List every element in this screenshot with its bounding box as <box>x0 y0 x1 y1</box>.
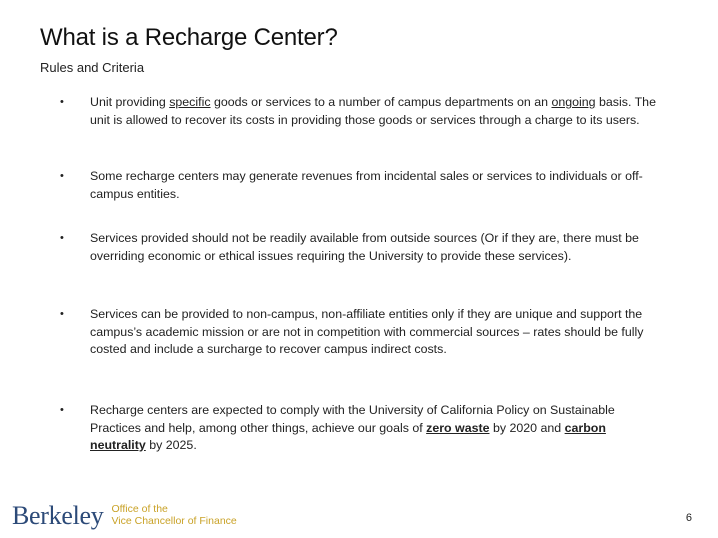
bullet-marker: • <box>60 308 64 320</box>
berkeley-logo <box>12 503 237 529</box>
page-number: 6 <box>685 512 692 524</box>
underlined-word: ongoing <box>551 95 596 109</box>
office-line-1: Office of the <box>111 503 168 515</box>
carbon-neutrality-link[interactable]: carbon neutrality <box>90 420 606 452</box>
office-line-2: Vice Chancellor of Finance <box>111 515 237 527</box>
bullet-item <box>60 230 660 265</box>
bullet-item <box>60 168 660 203</box>
bullet-text: Recharge centers are expected to comply with the University of California Policy on Sustainable Practices and help, among other things, achieve our goals of zero waste by 2020 and carbon neutrality by 2025. <box>90 403 615 452</box>
bullet-marker: • <box>60 170 64 182</box>
bullet-item <box>60 402 660 455</box>
underlined-word: specific <box>169 95 211 109</box>
zero-waste-link[interactable]: zero waste <box>426 420 490 435</box>
bullet-marker: • <box>60 232 64 244</box>
bullet-text: Services can be provided to non-campus, non-affiliate entities only if they are unique and support the campus’s academic mission or are not in competition with commercial sources – rates should be fully costed and include a surcharge to recover campus indirect costs. <box>90 307 644 356</box>
berkeley-wordmark: Berkeley <box>12 501 104 530</box>
bullet-marker: • <box>60 404 64 416</box>
bullet-marker: • <box>60 96 64 108</box>
bullet-text: Unit providing specific goods or services to a number of campus departments on an ongoing basis. The unit is allowed to recover its costs in providing those goods or services through a charge to its users. <box>90 95 656 127</box>
office-name <box>111 503 236 529</box>
bullet-item <box>60 306 660 359</box>
bullet-text: Services provided should not be readily available from outside sources (Or if they are, there must be overriding economic or ethical issues requiring the University to provide these services). <box>90 231 639 263</box>
slide-title: What is a Recharge Center? <box>40 24 338 51</box>
bullet-text: Some recharge centers may generate revenues from incidental sales or services to individuals or off-campus entities. <box>90 169 643 201</box>
bullet-item <box>60 94 660 129</box>
slide-subtitle: Rules and Criteria <box>40 60 145 75</box>
